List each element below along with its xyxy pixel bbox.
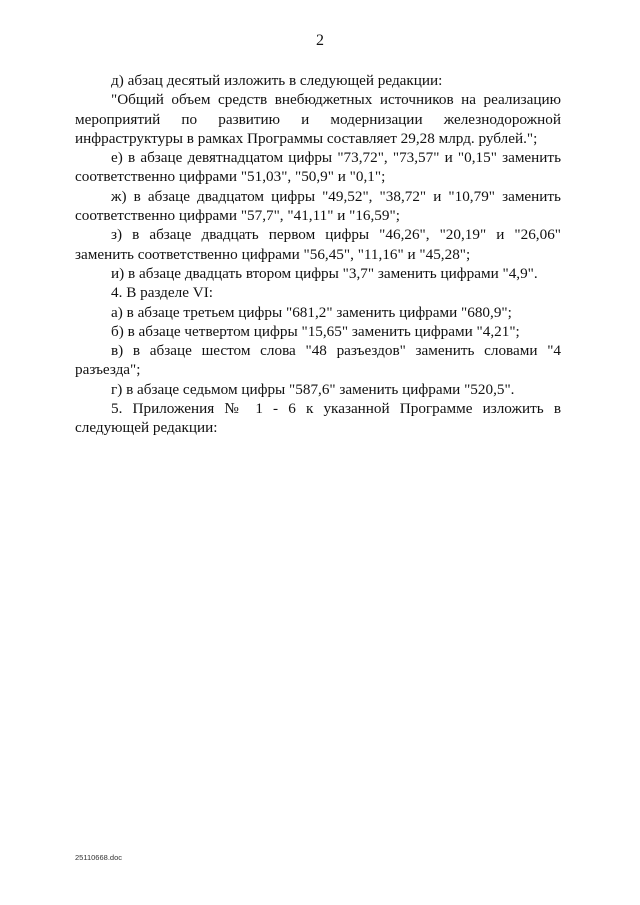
paragraph-e: е) в абзаце девятнадцатом цифры "73,72", "73,57" и "0,15" заменить соответственно цифрами "51,03", "50,9" и "0,1"; (75, 149, 561, 186)
paragraph-z: з) в абзаце двадцать первом цифры "46,26", "20,19" и "26,06" заменить соответственно цифрами "56,45", "11,16" и "45,28"; (75, 226, 561, 263)
paragraph-zh: ж) в абзаце двадцатом цифры "49,52", "38,72" и "10,79" заменить соответственно цифрами "57,7", "41,11" и "16,59"; (75, 187, 561, 225)
section-heading: 4. В разделе VI: (111, 284, 214, 302)
paragraph-g: г) в абзаце седьмом цифры "587,6" заменить цифрами "520,5". (111, 380, 515, 398)
page-number: 2 (316, 32, 324, 49)
paragraph-a: а) в абзаце третьем цифры "681,2" заменить цифрами "680,9"; (111, 303, 512, 321)
paragraph-appendix: 5. Приложения № 1 - 6 к указанной Программе изложить в следующей редакции: (75, 400, 561, 437)
paragraph-i: и) в абзаце двадцать втором цифры "3,7" заменить цифрами "4,9". (111, 264, 538, 282)
document-file-id: 25110668.doc (75, 853, 122, 862)
paragraph-v: в) в абзаце шестом слова "48 разъездов" заменить словами "4 разъезда"; (75, 342, 561, 379)
document-body (75, 71, 561, 438)
paragraph-b: б) в абзаце четвертом цифры "15,65" заменить цифрами "4,21"; (111, 322, 520, 340)
paragraph-d: д) абзац десятый изложить в следующей редакции: (111, 72, 443, 89)
paragraph-quote: "Общий объем средств внебюджетных источников на реализацию мероприятий по развитию и модернизации железнодорожной инфраструктуры в рамках Программы составляет 29,28 млрд. рублей."; (75, 91, 561, 147)
